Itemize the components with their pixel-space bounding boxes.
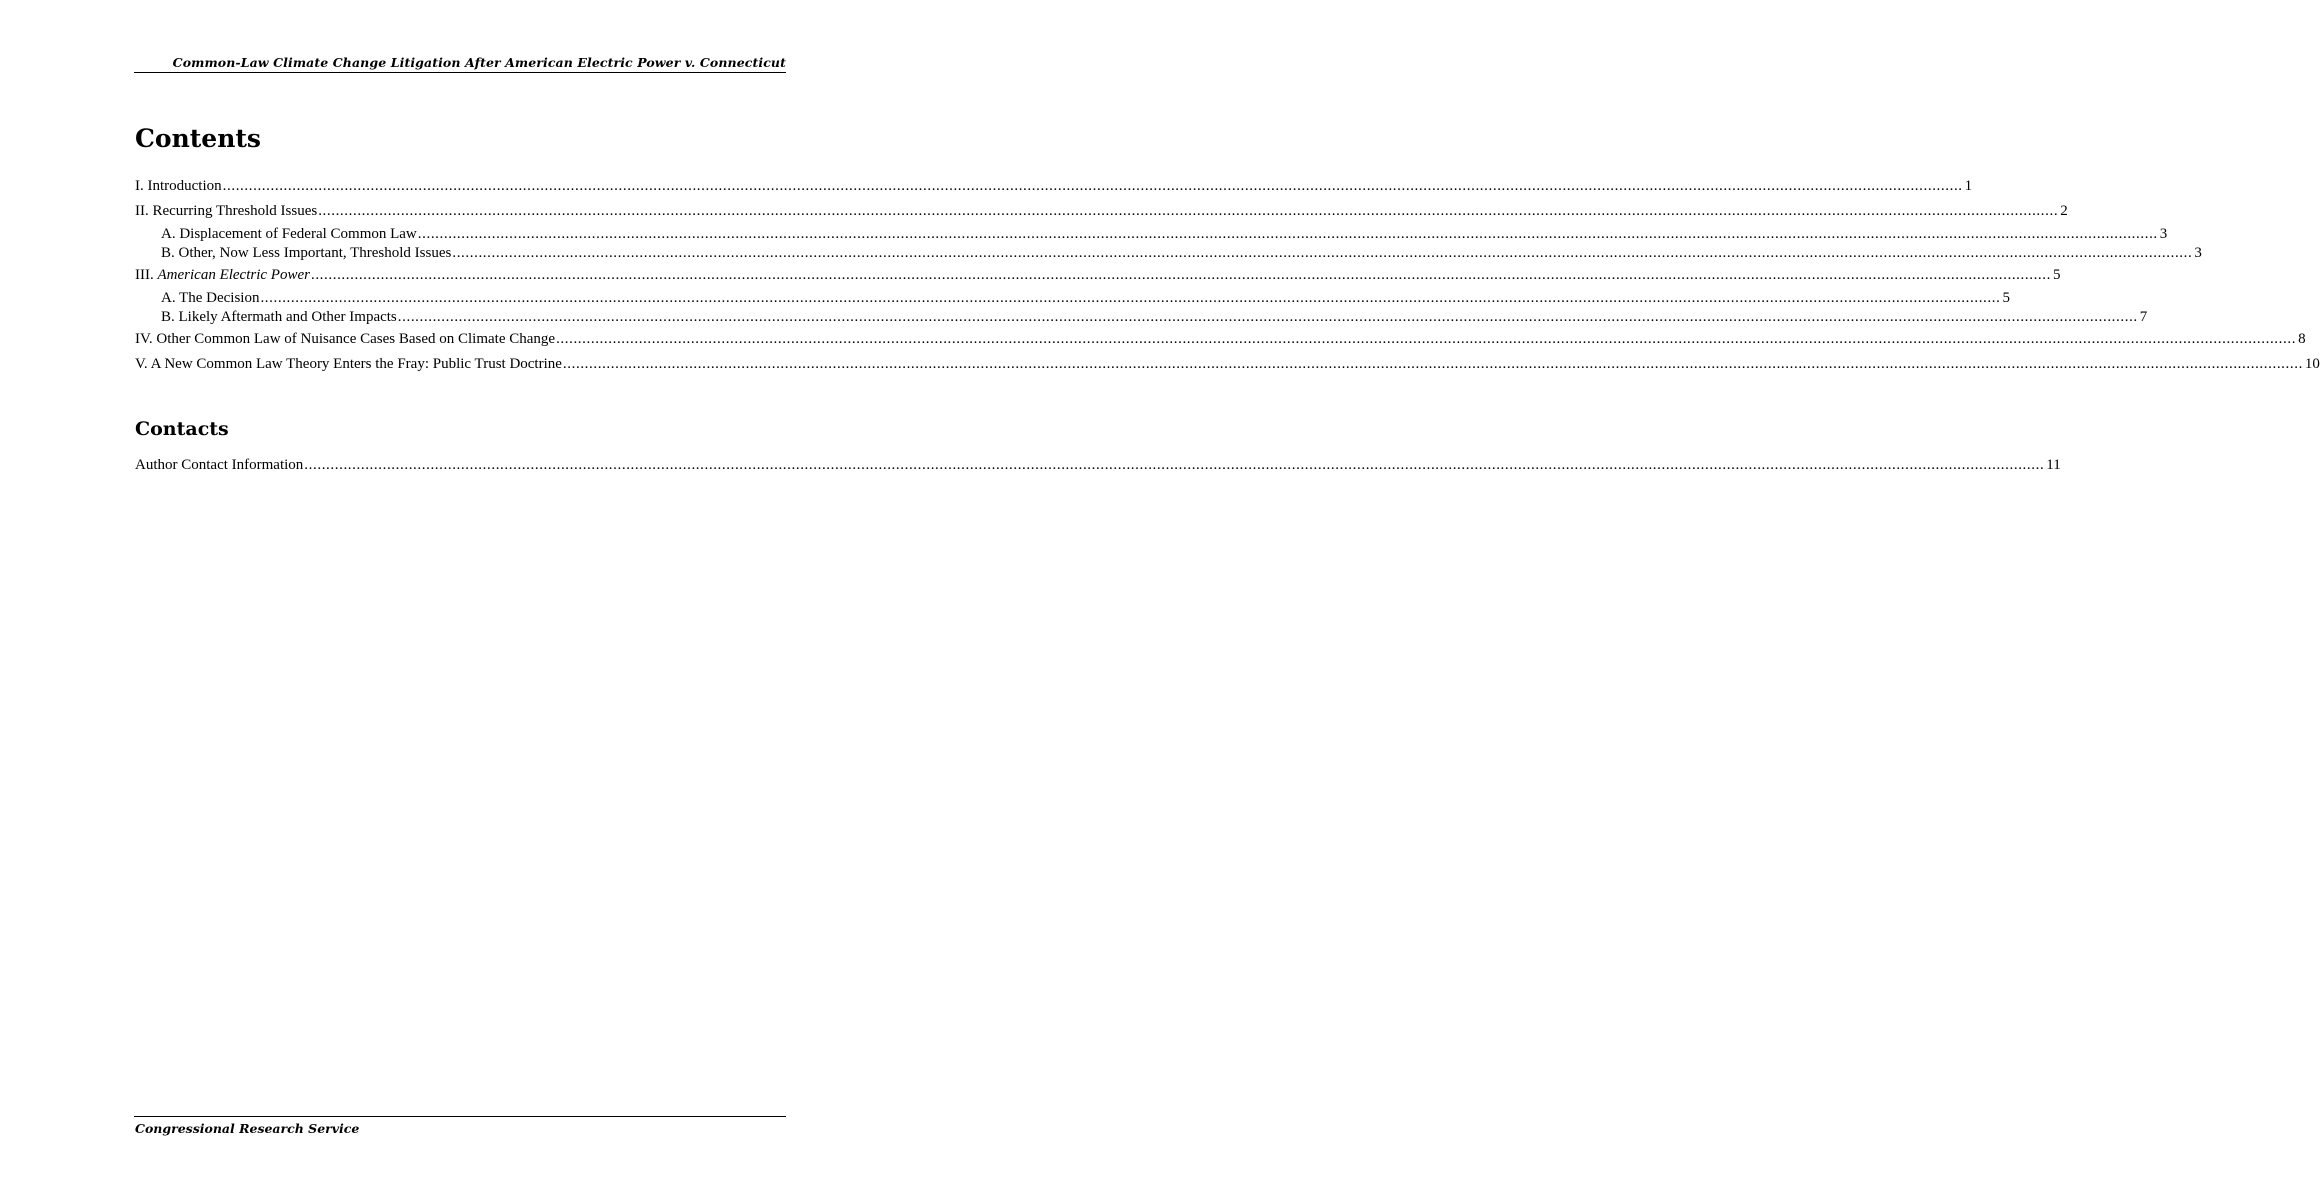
toc-entry-american-electric-power[interactable]: III. American Electric Power ................................................................................................................................................................................................................................................................................................................................................................................................................ 5 <box>135 267 2061 283</box>
dot-leader: ................................................................................................................................................................................................................................................................................................................................................................................................................ <box>310 267 2051 283</box>
toc-page-number: 10 <box>2304 356 2320 372</box>
running-header: Common-Law Climate Change Litigation After American Electric Power v. Connecticut <box>172 55 786 70</box>
toc-entry-author-contact[interactable]: Author Contact Information ................................................................................................................................................................................................................................................................................................................................................................................................................ 11 <box>135 457 2061 473</box>
toc-entry-likely-aftermath[interactable]: B. Likely Aftermath and Other Impacts ................................................................................................................................................................................................................................................................................................................................................................................................................ 7 <box>161 309 2148 325</box>
dot-leader: ................................................................................................................................................................................................................................................................................................................................................................................................................ <box>222 178 1963 194</box>
toc-page-number: 2 <box>2060 203 2068 219</box>
toc-page-number: 5 <box>2052 267 2061 283</box>
toc-page-number: 1 <box>1964 178 1973 194</box>
page-footer: Congressional Research Service <box>135 1121 360 1136</box>
toc-entry-recurring-threshold-issues[interactable]: II. Recurring Threshold Issues ................................................................................................................................................................................................................................................................................................................................................................................................................ 2 <box>135 203 2068 219</box>
footer-rule <box>134 1116 786 1117</box>
toc-page-number: 7 <box>2139 309 2148 325</box>
dot-leader: ................................................................................................................................................................................................................................................................................................................................................................................................................ <box>304 457 2045 473</box>
dot-leader: ................................................................................................................................................................................................................................................................................................................................................................................................................ <box>397 309 2138 325</box>
toc-page-number: 5 <box>2002 290 2010 306</box>
toc-page-number: 3 <box>2194 245 2202 261</box>
toc-page-number: 8 <box>2298 331 2306 347</box>
toc-entry-introduction[interactable]: I. Introduction ................................................................................................................................................................................................................................................................................................................................................................................................................ 1 <box>135 178 1973 194</box>
header-rule <box>134 72 786 73</box>
toc-entry-displacement[interactable]: A. Displacement of Federal Common Law ................................................................................................................................................................................................................................................................................................................................................................................................................ 3 <box>161 226 2168 242</box>
dot-leader: ................................................................................................................................................................................................................................................................................................................................................................................................................ <box>556 331 2297 347</box>
toc-page-number: 11 <box>2046 457 2061 473</box>
dot-leader: ................................................................................................................................................................................................................................................................................................................................................................................................................ <box>562 356 2303 372</box>
contacts-heading: Contacts <box>135 418 229 440</box>
toc-entry-the-decision[interactable]: A. The Decision ................................................................................................................................................................................................................................................................................................................................................................................................................ 5 <box>161 290 2010 306</box>
toc-page-number: 3 <box>2159 226 2168 242</box>
toc-entry-other-nuisance-cases[interactable]: IV. Other Common Law of Nuisance Cases Based on Climate Change ................................................................................................................................................................................................................................................................................................................................................................................................................ 8 <box>135 331 2306 347</box>
dot-leader: ................................................................................................................................................................................................................................................................................................................................................................................................................ <box>417 226 2158 242</box>
toc-entry-other-threshold-issues[interactable]: B. Other, Now Less Important, Threshold Issues ................................................................................................................................................................................................................................................................................................................................................................................................................ 3 <box>161 245 2202 261</box>
contents-heading: Contents <box>135 124 262 153</box>
toc-entry-public-trust-doctrine[interactable]: V. A New Common Law Theory Enters the Fray: Public Trust Doctrine ................................................................................................................................................................................................................................................................................................................................................................................................................ 10 <box>135 356 2320 372</box>
dot-leader: ................................................................................................................................................................................................................................................................................................................................................................................................................ <box>452 245 2193 261</box>
dot-leader: ................................................................................................................................................................................................................................................................................................................................................................................................................ <box>318 203 2059 219</box>
dot-leader: ................................................................................................................................................................................................................................................................................................................................................................................................................ <box>260 290 2001 306</box>
